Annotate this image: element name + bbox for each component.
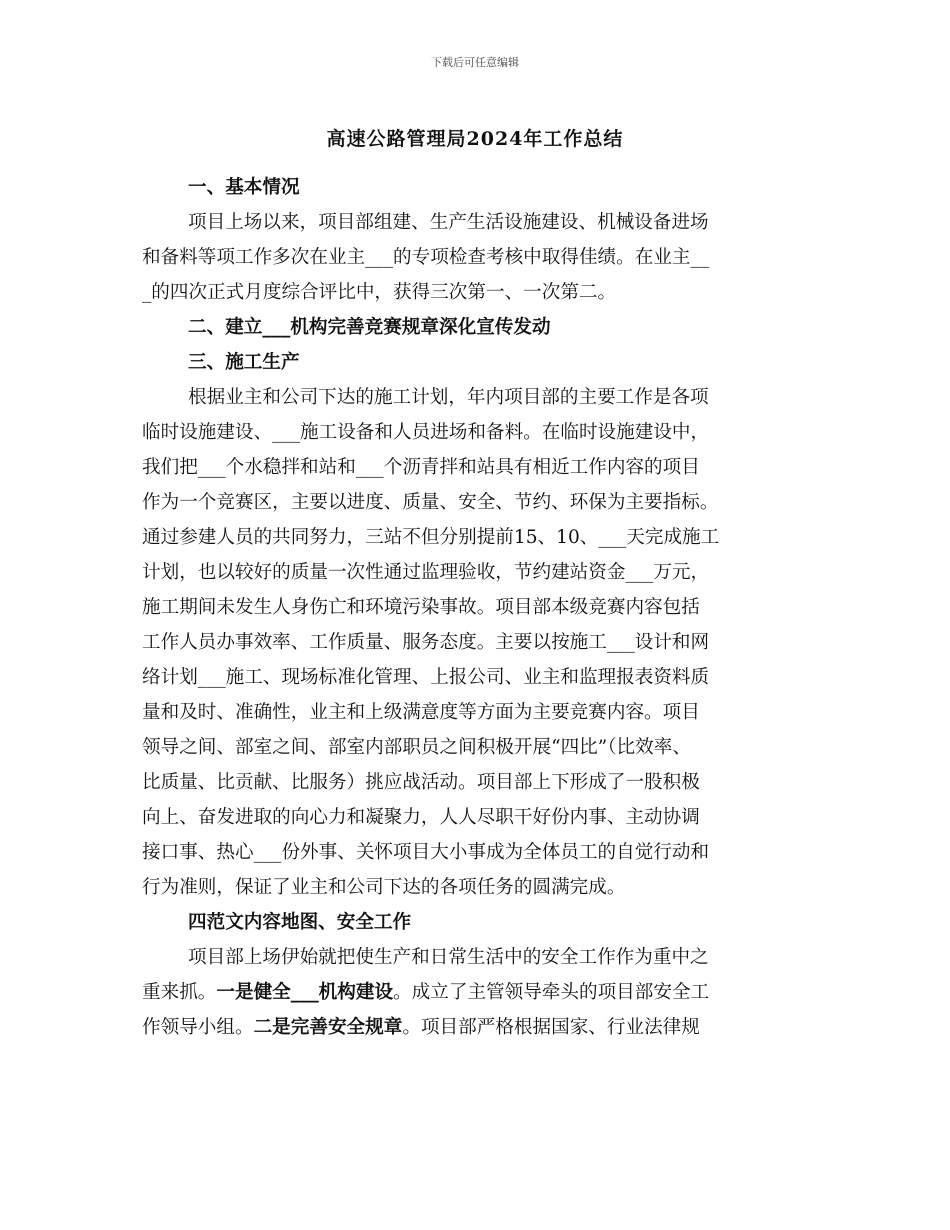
paragraph-line: 项目上场以来，项目部组建、生产生活设施建设、机械设备进场 — [188, 212, 709, 233]
bold-phrase: 一是健全___机构建设 — [216, 982, 394, 1003]
paragraph-line: 根据业主和公司下达的施工计划，年内项目部的主要工作是各项 — [188, 387, 709, 408]
paragraph-line — [142, 1010, 812, 1045]
paragraph-line: 临时设施建设、___施工设备和人员进场和备料。在临时设施建设中， — [142, 422, 710, 443]
document-body — [142, 170, 812, 1045]
paragraph-line: 工作人员办事效率、工作质量、服务态度。主要以按施工___设计和网 — [142, 632, 710, 653]
paragraph-line: _的四次正式月度综合评比中，获得三次第一、一次第二。 — [142, 282, 617, 303]
text-run: 作领导小组。 — [142, 1017, 254, 1038]
section-heading: 二、建立___机构完善竞赛规章深化宣传发动 — [188, 317, 551, 338]
paragraph-line: 量和及时、准确性，业主和上级满意度等方面为主要竞赛内容。项目 — [142, 702, 700, 723]
paragraph-line: 领导之间、部室之间、部室内部职员之间积极开展“四比”（比效率、 — [142, 737, 691, 758]
section-heading: 一、基本情况 — [188, 177, 300, 198]
paragraph-line: 通过参建人员的共同努力，三站不但分别提前15、10、___天完成施工 — [142, 527, 720, 548]
document-title: 高速公路管理局2024年工作总结 — [326, 128, 624, 150]
section-heading: 三、施工生产 — [188, 352, 300, 373]
page-header: 下载后可任意编辑 — [431, 56, 519, 69]
text-run: 。成立了主管领导牵头的项目部安全工 — [393, 982, 710, 1003]
paragraph-line: 我们把___个水稳拌和站和___个沥青拌和站具有相近工作内容的项目 — [142, 457, 700, 478]
paragraph-line: 络计划___施工、现场标准化管理、上报公司、业主和监理报表资料质 — [142, 667, 710, 688]
section-heading: 四范文内容地图、安全工作 — [188, 912, 412, 933]
paragraph-line: 施工期间未发生人身伤亡和环境污染事故。项目部本级竞赛内容包括 — [142, 597, 700, 618]
paragraph-line: 作为一个竞赛区，主要以进度、质量、安全、节约、环保为主要指标。 — [142, 492, 719, 513]
paragraph-line: 和备料等项工作多次在业主___的专项检查考核中取得佳绩。在业主__ — [142, 247, 710, 268]
paragraph-line: 接口事、热心___份外事、关怀项目大小事成为全体员工的自觉行动和 — [142, 842, 710, 863]
paragraph-line: 向上、奋发进取的向心力和凝聚力，人人尽职干好份内事、主动协调 — [142, 807, 700, 828]
paragraph-line: 比质量、比贡献、比服务）挑应战活动。项目部上下形成了一股积极 — [142, 772, 700, 793]
bold-phrase: 二是完善安全规章 — [253, 1017, 403, 1038]
paragraph-line: 计划，也以较好的质量一次性通过监理验收，节约建站资金___万元， — [142, 562, 710, 583]
text-run: 重来抓。 — [142, 982, 217, 1003]
paragraph-line: 项目部上场伊始就把使生产和日常生活中的安全工作作为重中之 — [188, 947, 709, 968]
paragraph-line: 行为准则，保证了业主和公司下达的各项任务的圆满完成。 — [142, 877, 626, 898]
text-run: 。项目部严格根据国家、行业法律规 — [402, 1017, 700, 1038]
paragraph-line — [142, 975, 812, 1010]
